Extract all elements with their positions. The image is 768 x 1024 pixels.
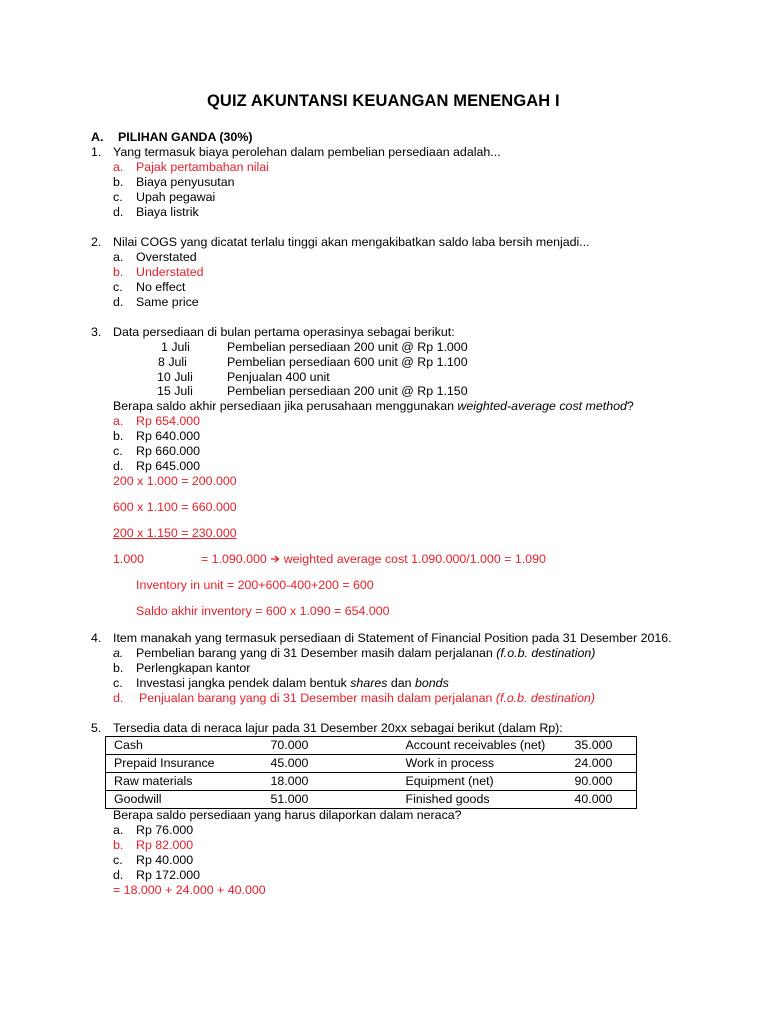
option-answer: Understated [136, 265, 204, 279]
question-text: Data persediaan di bulan pertama operasinya sebagai berikut: [113, 325, 455, 339]
question-number: 1. [91, 145, 102, 159]
inventory-date: 10 Juli [157, 370, 193, 384]
table-cell: Account receivables (net) [398, 737, 567, 755]
inventory-desc: Pembelian persediaan 200 unit @ Rp 1.000 [227, 340, 468, 354]
option-text: Rp 172.000 [136, 868, 201, 882]
table-cell: Cash [106, 737, 263, 755]
inventory-date: 1 Juli [161, 340, 190, 354]
option-letter: d. [113, 205, 124, 219]
table-cell: Prepaid Insurance [106, 755, 263, 773]
table-cell: Equipment (net) [398, 773, 567, 791]
option-letter: c. [113, 190, 123, 204]
option-text: Investasi jangka pendek dalam bentuk shares dan bonds [136, 676, 449, 690]
question-number: 5. [91, 721, 102, 735]
table-row [106, 737, 637, 755]
table-cell: 51.000 [263, 791, 398, 809]
table-cell: 35.000 [567, 737, 637, 755]
option-letter: b. [113, 429, 124, 443]
option-letter: c. [113, 280, 123, 294]
inventory-desc: Pembelian persediaan 600 unit @ Rp 1.100 [227, 355, 468, 369]
section-label: PILIHAN GANDA (30%) [118, 130, 253, 144]
option-letter: a. [113, 250, 124, 264]
option-text: Rp 640.000 [136, 429, 201, 443]
table-cell: Goodwill [106, 791, 263, 809]
option-answer: Rp 82.000 [136, 838, 194, 852]
option-letter: a. [113, 160, 124, 174]
table-cell: 24.000 [567, 755, 637, 773]
option-letter: b. [113, 661, 124, 675]
calc-line: 200 x 1.150 = 230.000 [113, 526, 237, 540]
option-text: Perlengkapan kantor [136, 661, 251, 675]
question-number: 4. [91, 631, 102, 645]
inventory-desc: Penjualan 400 unit [227, 370, 330, 384]
table-cell: 90.000 [567, 773, 637, 791]
calc-line: 600 x 1.100 = 660.000 [113, 500, 237, 514]
table-row [106, 773, 637, 791]
option-text: Upah pegawai [136, 190, 216, 204]
option-answer: Penjualan barang yang di 31 Desember masih dalam perjalanan (f.o.b. destination) [139, 691, 595, 705]
option-letter: d. [113, 459, 124, 473]
table-cell: 45.000 [263, 755, 398, 773]
question-text: Tersedia data di neraca lajur pada 31 Desember 20xx sebagai berikut (dalam Rp): [113, 721, 563, 735]
table-cell: 40.000 [567, 791, 637, 809]
question-text: Item manakah yang termasuk persediaan di Statement of Financial Position pada 31 Desember 2016. [113, 631, 672, 645]
question-text: Nilai COGS yang dicatat terlalu tinggi akan mengakibatkan saldo laba bersih menjadi... [113, 235, 590, 249]
calc-total-units: 1.000 [113, 552, 145, 566]
question-prompt: Berapa saldo persediaan yang harus dilaporkan dalam neraca? [113, 808, 462, 822]
option-text: Rp 645.000 [136, 459, 201, 473]
question-prompt: Berapa saldo akhir persediaan jika perusahaan menggunakan weighted-average cost method? [113, 399, 634, 413]
option-letter: d. [113, 691, 124, 705]
option-letter: d. [113, 868, 124, 882]
calc-line: Inventory in unit = 200+600-400+200 = 600 [136, 578, 374, 592]
arrow-right-icon [270, 554, 280, 564]
table-cell: 18.000 [263, 773, 398, 791]
option-letter: b. [113, 175, 124, 189]
option-letter: b. [113, 265, 124, 279]
question-text: Yang termasuk biaya perolehan dalam pembelian persediaan adalah... [113, 145, 501, 159]
option-answer: Rp 654.000 [136, 414, 201, 428]
table-row [106, 755, 637, 773]
option-text: Rp 40.000 [136, 853, 194, 867]
option-text: Biaya penyusutan [136, 175, 235, 189]
calc-line: Saldo akhir inventory = 600 x 1.090 = 654.000 [136, 604, 390, 618]
inventory-date: 15 Juli [157, 384, 193, 398]
calc-total: = 1.090.000 weighted average cost 1.090.000/1.000 = 1.090 [201, 552, 546, 566]
option-text: No effect [136, 280, 186, 294]
balance-table [105, 736, 637, 809]
option-answer: Pajak pertambahan nilai [136, 160, 269, 174]
option-letter: b. [113, 838, 124, 852]
question-number: 2. [91, 235, 102, 249]
page-title: QUIZ AKUNTANSI KEUANGAN MENENGAH I [207, 92, 560, 110]
table-cell: 70.000 [263, 737, 398, 755]
option-letter: c. [113, 853, 123, 867]
inventory-desc: Pembelian persediaan 200 unit @ Rp 1.150 [227, 384, 468, 398]
option-letter: c. [113, 444, 123, 458]
table-row [106, 791, 637, 809]
option-text: Biaya listrik [136, 205, 199, 219]
section-letter: A. [91, 130, 104, 144]
answer-calc: = 18.000 + 24.000 + 40.000 [113, 883, 266, 897]
option-text: Rp 76.000 [136, 823, 194, 837]
option-letter: a. [113, 823, 124, 837]
inventory-date: 8 Juli [158, 355, 187, 369]
option-text: Overstated [136, 250, 197, 264]
option-letter: c. [113, 676, 123, 690]
question-number: 3. [91, 325, 102, 339]
table-cell: Finished goods [398, 791, 567, 809]
option-text: Rp 660.000 [136, 444, 201, 458]
option-letter: a. [113, 646, 124, 660]
option-text: Same price [136, 295, 199, 309]
table-cell: Work in process [398, 755, 567, 773]
option-text: Pembelian barang yang di 31 Desember masih dalam perjalanan (f.o.b. destination) [136, 646, 596, 660]
calc-line: 200 x 1.000 = 200.000 [113, 474, 237, 488]
option-letter: a. [113, 414, 124, 428]
option-letter: d. [113, 295, 124, 309]
table-cell: Raw materials [106, 773, 263, 791]
